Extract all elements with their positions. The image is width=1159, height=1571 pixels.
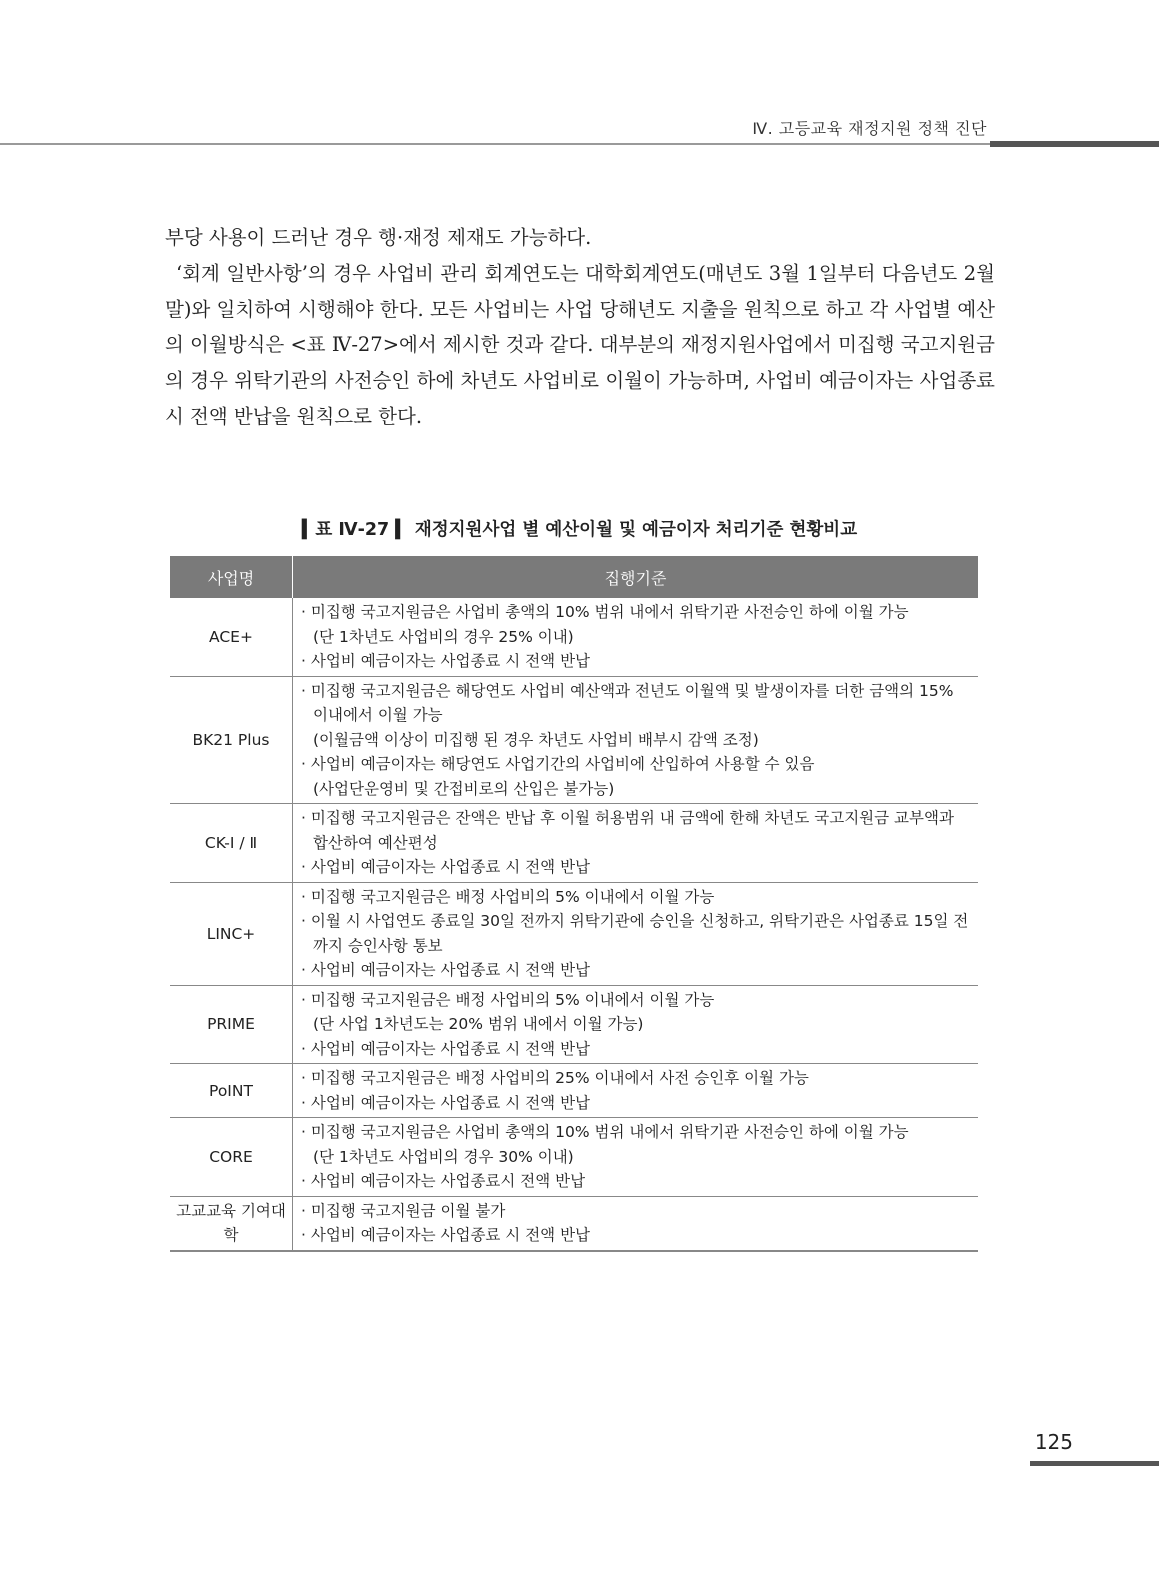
program-name: PRIME <box>170 985 293 1064</box>
program-name: CK-Ⅰ / Ⅱ <box>170 804 293 883</box>
criteria-cell <box>293 985 979 1064</box>
header-rule-accent <box>990 141 1159 147</box>
criteria-line: · 이월 시 사업연도 종료일 30일 전까지 위탁기관에 승인을 신청하고, 위탁기관은 사업종료 15일 전까지 승인사항 통보 <box>301 912 969 955</box>
table-row <box>170 1196 978 1251</box>
program-name: BK21 Plus <box>170 676 293 804</box>
criteria-cell <box>293 882 979 985</box>
table-row <box>170 804 978 883</box>
criteria-line: (단 사업 1차년도는 20% 범위 내에서 이월 가능) <box>313 1015 644 1033</box>
table-row <box>170 1118 978 1197</box>
program-name: ACE+ <box>170 598 293 676</box>
header-rule <box>0 143 990 145</box>
criteria-line: · 사업비 예금이자는 사업종료 시 전액 반납 <box>301 652 591 670</box>
criteria-cell <box>293 676 979 804</box>
criteria-line: · 미집행 국고지원금은 잔액은 반납 후 이월 허용범위 내 금액에 한해 차년도 국고지원금 교부액과 합산하여 예산편성 <box>301 809 954 852</box>
table-row <box>170 985 978 1064</box>
carryover-comparison-table <box>170 556 978 1252</box>
criteria-line: · 미집행 국고지원금은 해당연도 사업비 예산액과 전년도 이월액 및 발생이자를 더한 금액의 15% 이내에서 이월 가능 <box>301 681 954 724</box>
criteria-line: (단 1차년도 사업비의 경우 25% 이내) <box>313 627 574 646</box>
criteria-cell <box>293 804 979 883</box>
criteria-line: · 미집행 국고지원금은 배정 사업비의 25% 이내에서 사전 승인후 이월 가능 <box>301 1069 809 1087</box>
criteria-line: · 사업비 예금이자는 사업종료 시 전액 반납 <box>301 858 591 876</box>
criteria-line: (단 1차년도 사업비의 경우 30% 이내) <box>313 1147 574 1166</box>
criteria-line: · 미집행 국고지원금은 사업비 총액의 10% 범위 내에서 위탁기관 사전승인 하에 이월 가능 <box>301 603 909 621</box>
table-row <box>170 882 978 985</box>
criteria-cell <box>293 1196 979 1251</box>
column-header-criteria: 집행기준 <box>293 556 979 598</box>
table-caption: ▍표 Ⅳ-27 ▍ 재정지원사업 별 예산이월 및 예금이자 처리기준 현황비교 <box>301 520 858 540</box>
program-name: 고교교육 기여대학 <box>170 1196 293 1251</box>
table-row <box>170 1064 978 1118</box>
criteria-line: · 사업비 예금이자는 사업종료 시 전액 반납 <box>301 961 591 979</box>
criteria-cell <box>293 1064 979 1118</box>
criteria-line: · 미집행 국고지원금 이월 불가 <box>301 1201 506 1220</box>
page-number: 125 <box>1034 1430 1073 1454</box>
criteria-line: · 미집행 국고지원금은 배정 사업비의 5% 이내에서 이월 가능 <box>301 990 715 1009</box>
body-paragraph: ‘회계 일반사항’의 경우 사업비 관리 회계연도는 대학회계연도(매년도 3월 1일부터 다음년도 2월말)와 일치하여 시행해야 한다. 모든 사업비는 사업 당해년도 지출을 원칙으로 하고 각 사업별 예산의 이월방식은 <표 Ⅳ-27>에서 제시한 것과 같다. 대부분의 재정지원사업에서 미집행 국고지원금의 경우 위탁기관의 사전승인 하에 차년도 사업비로 이월이 가능하며, 사업비 예금이자는 사업종료 시 전액 반납을 원칙으로 한다. <box>165 261 995 428</box>
criteria-line: · 미집행 국고지원금은 배정 사업비의 5% 이내에서 이월 가능 <box>301 887 715 906</box>
table-row <box>170 676 978 804</box>
program-name: LINC+ <box>170 882 293 985</box>
table-row <box>170 598 978 676</box>
criteria-line: · 사업비 예금이자는 사업종료 시 전액 반납 <box>301 1039 591 1058</box>
running-header-title: Ⅳ. 고등교육 재정지원 정책 진단 <box>752 119 987 138</box>
program-name: PoINT <box>170 1064 293 1118</box>
criteria-line: (이월금액 이상이 미집행 된 경우 차년도 사업비 배부시 감액 조정) <box>313 730 759 749</box>
program-name: CORE <box>170 1118 293 1197</box>
criteria-line: · 사업비 예금이자는 사업종료 시 전액 반납 <box>301 1093 591 1112</box>
footer-rule <box>1030 1461 1159 1466</box>
criteria-line: · 사업비 예금이자는 사업종료시 전액 반납 <box>301 1172 586 1190</box>
criteria-cell <box>293 598 979 676</box>
column-header-program: 사업명 <box>170 556 293 598</box>
table-header-row <box>170 556 978 598</box>
criteria-line: (사업단운영비 및 간접비로의 산입은 불가능) <box>313 779 615 798</box>
criteria-line: · 사업비 예금이자는 해당연도 사업기간의 사업비에 산입하여 사용할 수 있음 <box>301 755 815 773</box>
criteria-line: · 미집행 국고지원금은 사업비 총액의 10% 범위 내에서 위탁기관 사전승인 하에 이월 가능 <box>301 1123 909 1141</box>
body-text <box>165 220 995 435</box>
body-paragraph: 부당 사용이 드러난 경우 행·재정 제재도 가능하다. <box>165 226 592 249</box>
criteria-cell <box>293 1118 979 1197</box>
criteria-line: · 사업비 예금이자는 사업종료 시 전액 반납 <box>301 1226 591 1244</box>
